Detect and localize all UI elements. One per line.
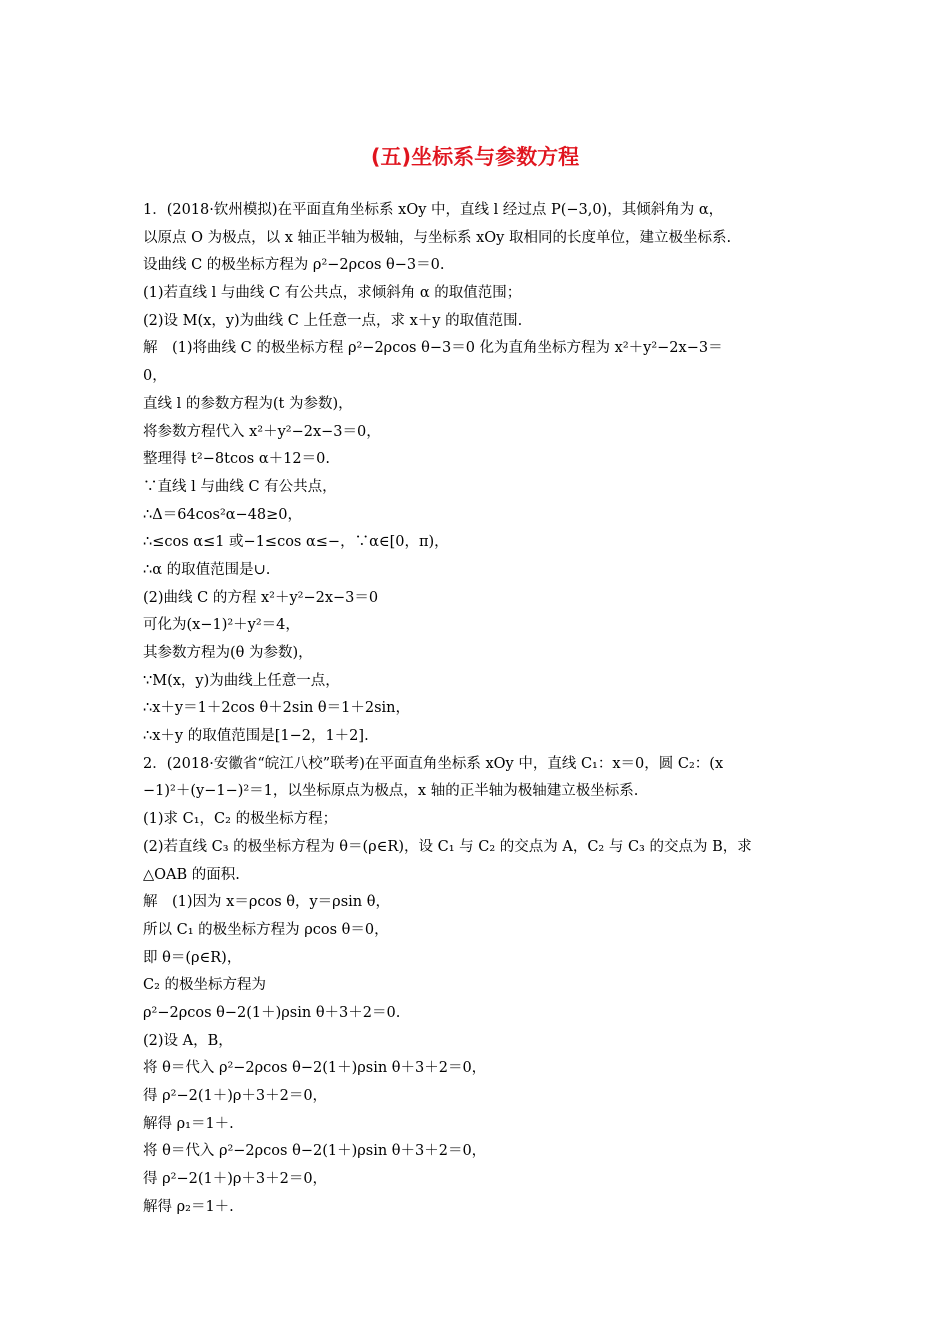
text-line: 将 θ＝代入 ρ²−2ρcos θ−2(1＋)ρsin θ＋3＋2＝0，: [143, 1060, 487, 1077]
text-line: (2)设 A，B，: [143, 1032, 233, 1049]
text-line: 得 ρ²−2(1＋)ρ＋3＋2＝0，: [143, 1171, 328, 1188]
text-line: 可化为(x−1)²＋y²＝4，: [143, 617, 300, 634]
text-line: (2)若直线 C₃ 的极坐标方程为 θ＝(ρ∈R)，设 C₁ 与 C₂ 的交点为 A，C₂ 与 C₃ 的交点为 B，求: [143, 838, 752, 855]
text-line: ∴Δ＝64cos²α−48≥0，: [143, 506, 303, 523]
page-title: (五)坐标系与参数方程: [370, 145, 580, 169]
text-line: ∴x＋y＝1＋2cos θ＋2sin θ＝1＋2sin，: [143, 700, 411, 717]
text-line: (2)曲线 C 的方程 x²＋y²−2x−3＝0: [143, 589, 379, 606]
text-line: ∴≤cos α≤1 或−1≤cos α≤−，∵α∈[0，π)，: [143, 534, 449, 551]
text-line: 得 ρ²−2(1＋)ρ＋3＋2＝0，: [143, 1088, 328, 1104]
text-line: 0，: [143, 368, 167, 385]
text-line: 整理得 t²−8tcos α＋12＝0.: [143, 451, 330, 468]
text-line: −1)²＋(y−1−)²＝1，以坐标原点为极点，x 轴的正半轴为极轴建立极坐标系.: [143, 783, 639, 800]
text-line: ∵M(x，y)为曲线上任意一点，: [143, 672, 340, 689]
text-line: 解 (1)因为 x＝ρcos θ，y＝ρsin θ，: [143, 894, 390, 911]
text-line: 解得 ρ₂＝1＋.: [143, 1198, 234, 1215]
text-line: 解 (1)将曲线 C 的极坐标方程 ρ²−2ρcos θ−3＝0 化为直角坐标方程为 x²＋y²−2x−3＝: [143, 340, 723, 357]
text-line: (1)求 C₁，C₂ 的极坐标方程；: [143, 811, 338, 828]
document-body: [143, 197, 813, 1221]
text-line: 解得 ρ₁＝1＋.: [143, 1115, 234, 1132]
text-line: ∴x＋y 的取值范围是[1−2，1＋2].: [143, 728, 369, 745]
text-line: 其参数方程为(θ 为参数)，: [143, 645, 313, 661]
text-line: 直线 l 的参数方程为(t 为参数)，: [143, 395, 353, 412]
text-line: 1．(2018·钦州模拟)在平面直角坐标系 xOy 中，直线 l 经过点 P(−3,0)，其倾斜角为 α，: [143, 202, 724, 218]
text-line: 设曲线 C 的极坐标方程为 ρ²−2ρcos θ−3＝0.: [143, 257, 445, 274]
text-line: (2)设 M(x，y)为曲线 C 上任意一点，求 x＋y 的取值范围.: [143, 312, 523, 329]
text-line: △OAB 的面积.: [143, 866, 240, 883]
text-line: 将 θ＝代入 ρ²−2ρcos θ−2(1＋)ρsin θ＋3＋2＝0，: [143, 1143, 487, 1160]
text-line: (1)若直线 l 与曲线 C 有公共点，求倾斜角 α 的取值范围；: [143, 285, 522, 302]
text-line: ∵直线 l 与曲线 C 有公共点，: [143, 478, 337, 495]
text-line: 以原点 O 为极点，以 x 轴正半轴为极轴，与坐标系 xOy 取相同的长度单位，建立极坐标系.: [143, 229, 732, 246]
text-line: ρ²−2ρcos θ−2(1＋)ρsin θ＋3＋2＝0.: [143, 1004, 401, 1021]
text-line: C₂ 的极坐标方程为: [143, 977, 267, 994]
text-line: 所以 C₁ 的极坐标方程为 ρcos θ＝0，: [143, 921, 389, 938]
text-line: ∴α 的取值范围是∪.: [143, 561, 271, 578]
text-line: 2．(2018·安徽省“皖江八校”联考)在平面直角坐标系 xOy 中，直线 C₁：x＝0，圆 C₂：(x: [143, 755, 724, 772]
text-line: 即 θ＝(ρ∈R)，: [143, 949, 242, 966]
text-line: 将参数方程代入 x²＋y²−2x−3＝0，: [143, 423, 381, 440]
